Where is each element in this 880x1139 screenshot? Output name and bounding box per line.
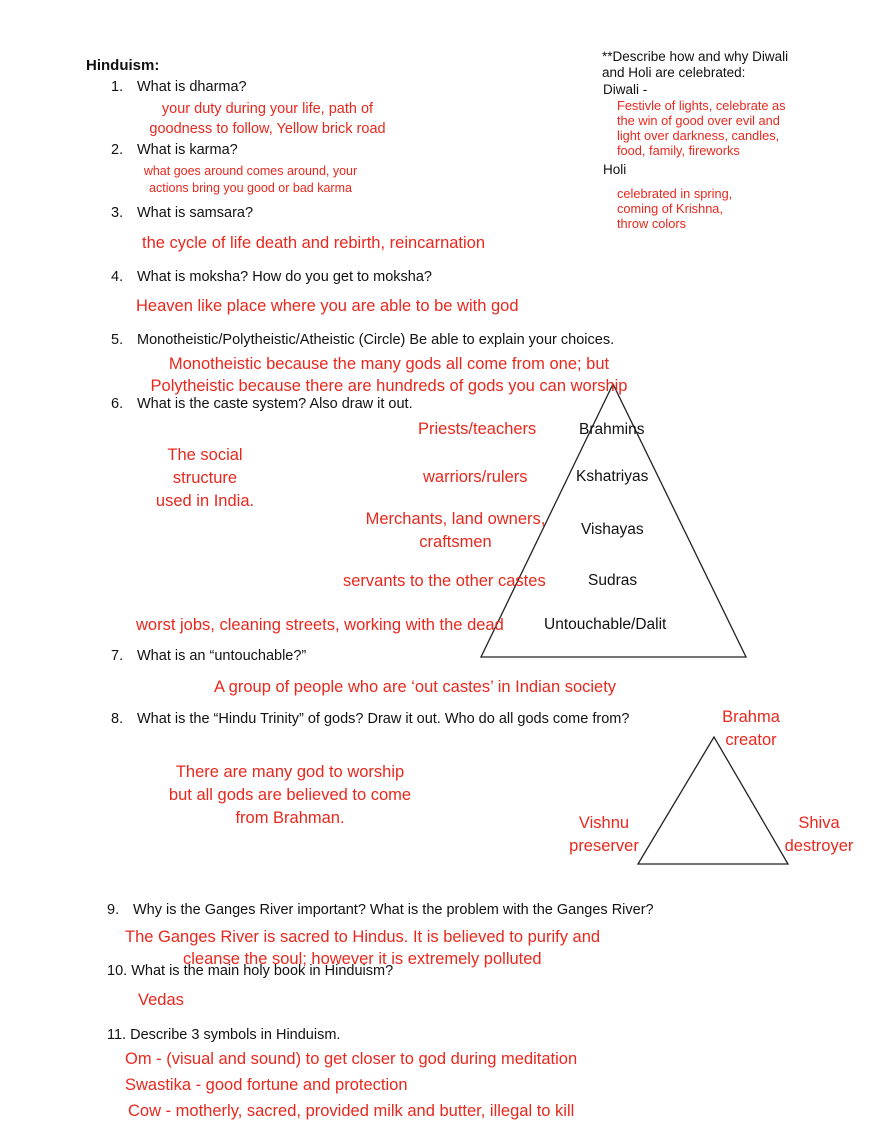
question-10: 10. What is the main holy book in Hinduism?	[107, 963, 394, 979]
answer-2: what goes around comes around, your actions bring you good or bad karma	[143, 164, 358, 195]
question-6: 6. What is the caste system? Also draw it out.	[111, 396, 413, 412]
answer-3: the cycle of life death and rebirth, reincarnation	[142, 234, 486, 252]
caste-role-sudras: servants to the other castes	[343, 572, 546, 590]
caste-kshatriyas: Kshatriyas	[576, 468, 649, 485]
trinity-vishnu: Vishnu preserver	[569, 814, 639, 855]
question-2: 2. What is karma?	[111, 142, 238, 158]
caste-untouchable: Untouchable/Dalit	[544, 616, 667, 633]
question-9: 9. Why is the Ganges River important? What is the problem with the Ganges River?	[107, 902, 654, 918]
answer-7: A group of people who are ‘out castes’ in Indian society	[214, 678, 617, 696]
question-11: 11. Describe 3 symbols in Hinduism.	[107, 1027, 341, 1043]
diwali-answer: Festivle of lights, celebrate as the win of good over evil and light over darkness, candles, food, family, fireworks	[617, 98, 786, 158]
caste-brahmins: Brahmins	[579, 421, 645, 438]
answer-5: Monotheistic because the many gods all come from one; but Polytheistic because there are hundreds of gods you can worship	[150, 355, 628, 395]
holi-answer: celebrated in spring, coming of Krishna, throw colors	[617, 186, 733, 231]
caste-vishayas: Vishayas	[581, 521, 644, 538]
answer-11-swastika: Swastika - good fortune and protection	[125, 1076, 408, 1094]
answer-8: There are many god to worship but all gods are believed to come from Brahman.	[168, 763, 412, 827]
question-5: 5. Monotheistic/Polytheistic/Atheistic (Circle) Be able to explain your choices.	[111, 332, 615, 348]
question-4: 4. What is moksha? How do you get to moksha?	[111, 269, 432, 285]
question-8: 8. What is the “Hindu Trinity” of gods? Draw it out. Who do all gods come from?	[111, 711, 630, 727]
answer-6: The social structure used in India.	[155, 446, 255, 510]
answer-10: Vedas	[138, 991, 184, 1009]
holi-label: Holi	[603, 162, 627, 177]
caste-role-untouchable: worst jobs, cleaning streets, working with the dead	[136, 616, 504, 634]
caste-role-brahmins: Priests/teachers	[418, 420, 537, 438]
answer-11-om: Om - (visual and sound) to get closer to god during meditation	[125, 1050, 578, 1068]
answer-9-line-2: cleanse the soul; however it is extremely polluted	[183, 950, 542, 968]
trinity-brahma: Brahma creator	[722, 708, 780, 749]
caste-role-vishayas: Merchants, land owners, craftsmen	[365, 510, 546, 551]
trinity-triangle	[638, 737, 788, 864]
diwali-label: Diwali -	[603, 82, 648, 97]
answer-11-cow: Cow - motherly, sacred, provided milk and butter, illegal to kill	[128, 1102, 575, 1120]
sidebar-prompt: **Describe how and why Diwali and Holi are celebrated:	[602, 49, 789, 80]
answer-4: Heaven like place where you are able to be with god	[136, 297, 519, 315]
page-title: Hinduism:	[86, 57, 160, 74]
question-1: 1. What is dharma?	[111, 79, 247, 95]
caste-role-kshatriyas: warriors/rulers	[423, 468, 528, 486]
answer-1: your duty during your life, path of goodness to follow, Yellow brick road	[149, 101, 386, 137]
trinity-shiva: Shiva destroyer	[784, 814, 854, 855]
caste-sudras: Sudras	[588, 572, 638, 589]
question-3: 3. What is samsara?	[111, 205, 254, 221]
question-7: 7. What is an “untouchable?”	[111, 648, 307, 664]
answer-9-line-1: The Ganges River is sacred to Hindus. It is believed to purify and	[125, 928, 601, 946]
